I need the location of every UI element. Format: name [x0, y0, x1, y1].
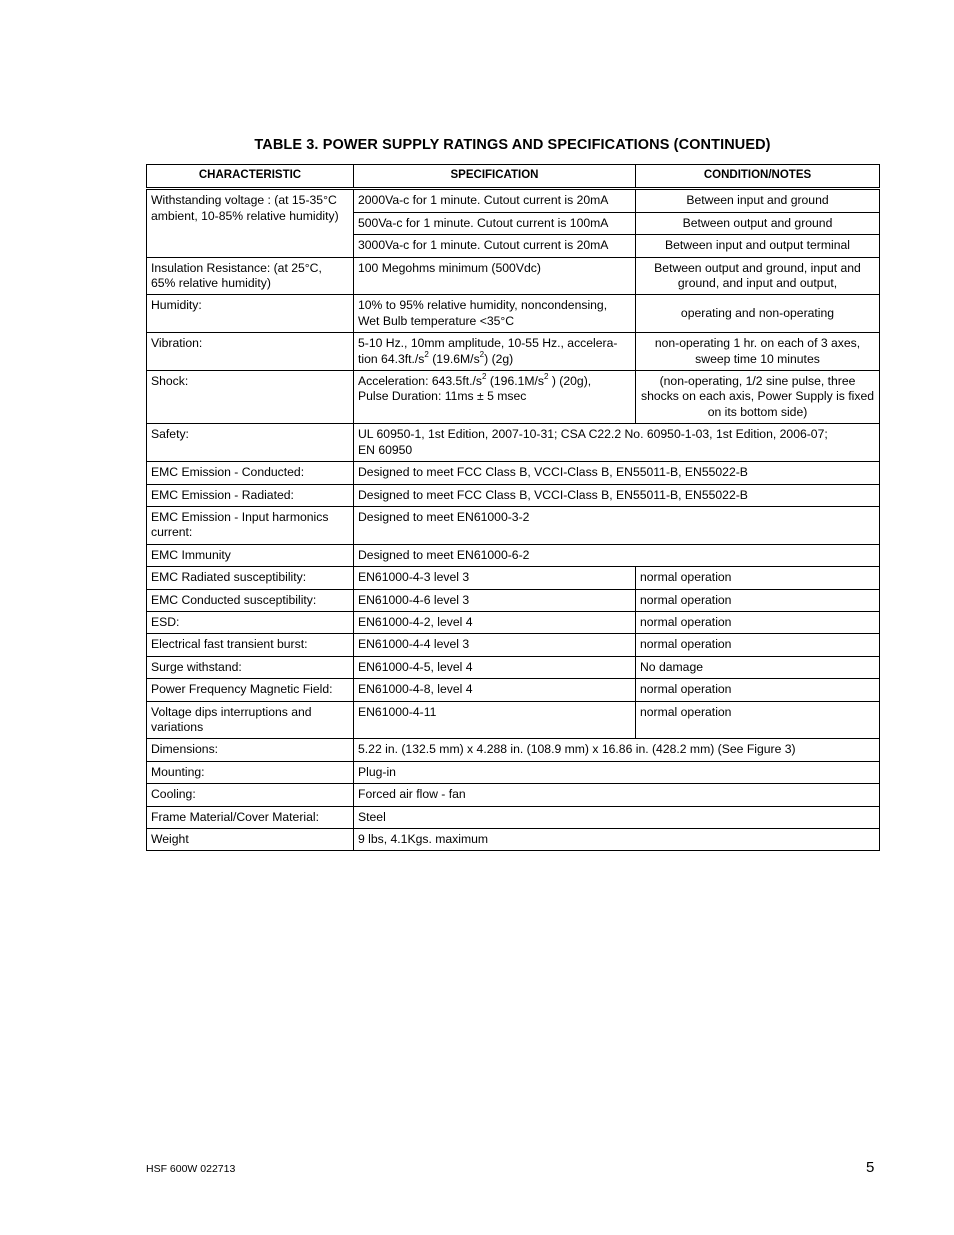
characteristic-cell: EMC Emission - Radiated:: [147, 484, 354, 506]
characteristic-cell: Dimensions:: [147, 739, 354, 761]
condition-cell: No damage: [636, 656, 880, 678]
header-specification: SPECIFICATION: [354, 165, 636, 189]
table-row: [147, 544, 880, 566]
characteristic-cell: Humidity:: [147, 295, 354, 333]
specification-cell: 9 lbs, 4.1Kgs. maximum: [354, 829, 880, 851]
specification-cell: 100 Megohms minimum (500Vdc): [354, 257, 636, 295]
condition-cell: operating and non-operating: [636, 295, 880, 333]
page-number: 5: [866, 1159, 875, 1176]
characteristic-cell: EMC Conducted susceptibility:: [147, 589, 354, 611]
characteristic-cell: Voltage dips interruptions and variations: [147, 701, 354, 739]
table-title: TABLE 3. POWER SUPPLY RATINGS AND SPECIFICATIONS (CONTINUED): [254, 137, 771, 153]
condition-cell: normal operation: [636, 679, 880, 701]
condition-cell: normal operation: [636, 611, 880, 633]
characteristic-cell: EMC Emission - Conducted:: [147, 462, 354, 484]
specification-cell: [354, 333, 636, 371]
spec-text: 5-10 Hz., 10mm amplitude, 10-55 Hz., accelera-tion 64.3ft./s: [358, 336, 618, 366]
spec-text: ) (20g),: [548, 374, 592, 389]
characteristic-cell: ESD:: [147, 611, 354, 633]
table-row: [147, 701, 880, 739]
characteristic-cell: Cooling:: [147, 784, 354, 806]
condition-cell: Between output and ground, input and ground, and input and output,: [636, 257, 880, 295]
table-row: [147, 484, 880, 506]
specification-cell: EN61000-4-6 level 3: [354, 589, 636, 611]
condition-cell: Between output and ground: [636, 212, 880, 234]
spec-text: ) (2g): [484, 351, 514, 366]
spec-text: UL 60950-1, 1st Edition, 2007-10-31; CSA C22.2 No. 60950-1-03, 1st Edition, 2006-07;: [358, 427, 828, 442]
condition-cell: normal operation: [636, 701, 880, 739]
spec-text: Pulse Duration: 11ms ± 5 msec: [358, 389, 527, 404]
condition-cell: (non-operating, 1/2 sine pulse, three shocks on each axis, Power Supply is fixed on its bottom side): [636, 371, 880, 424]
characteristic-cell: Shock:: [147, 371, 354, 424]
specification-cell: [354, 371, 636, 424]
specification-cell: Steel: [354, 806, 880, 828]
spec-text: (196.1M/s: [486, 374, 545, 389]
table-row: [147, 806, 880, 828]
header-characteristic: CHARACTERISTIC: [147, 165, 354, 189]
condition-cell: normal operation: [636, 567, 880, 589]
table-row: [147, 257, 880, 295]
table-row: [147, 656, 880, 678]
specification-cell: Designed to meet FCC Class B, VCCI-Class B, EN55011-B, EN55022-B: [354, 484, 880, 506]
table-row: [147, 589, 880, 611]
specification-cell: [354, 424, 880, 462]
specification-cell: EN61000-4-11: [354, 701, 636, 739]
specification-cell: 10% to 95% relative humidity, noncondensing, Wet Bulb temperature <35°C: [354, 295, 636, 333]
spec-text: EN 60950: [358, 442, 413, 457]
table-row: [147, 462, 880, 484]
specification-cell: EN61000-4-3 level 3: [354, 567, 636, 589]
condition-cell: normal operation: [636, 589, 880, 611]
condition-cell: Between input and output terminal: [636, 235, 880, 257]
characteristic-cell: Safety:: [147, 424, 354, 462]
characteristic-cell: Insulation Resistance: (at 25°C, 65% relative humidity): [147, 257, 354, 295]
table-row: [147, 611, 880, 633]
specification-cell: Designed to meet FCC Class B, VCCI-Class B, EN55011-B, EN55022-B: [354, 462, 880, 484]
table-row: [147, 739, 880, 761]
characteristic-cell: Power Frequency Magnetic Field:: [147, 679, 354, 701]
characteristic-cell: EMC Radiated susceptibility:: [147, 567, 354, 589]
characteristic-cell: Surge withstand:: [147, 656, 354, 678]
characteristic-cell: Frame Material/Cover Material:: [147, 806, 354, 828]
characteristic-cell: Weight: [147, 829, 354, 851]
superscript: 2: [479, 349, 485, 359]
table-header-row: [147, 165, 880, 189]
superscript: 2: [481, 372, 487, 381]
characteristic-cell: Mounting:: [147, 761, 354, 783]
specification-cell: Plug-in: [354, 761, 880, 783]
specification-cell: Forced air flow - fan: [354, 784, 880, 806]
specification-cell: EN61000-4-8, level 4: [354, 679, 636, 701]
table-row: [147, 506, 880, 544]
table-row: [147, 371, 880, 424]
table-row: [147, 679, 880, 701]
specification-cell: 2000Va-c for 1 minute. Cutout current is 20mA: [354, 189, 636, 212]
table-row: [147, 295, 880, 333]
specification-cell: 5.22 in. (132.5 mm) x 4.288 in. (108.9 mm) x 16.86 in. (428.2 mm) (See Figure 3): [354, 739, 880, 761]
specifications-table: [146, 164, 880, 851]
condition-cell: normal operation: [636, 634, 880, 656]
specification-cell: EN61000-4-4 level 3: [354, 634, 636, 656]
characteristic-cell: EMC Emission - Input harmonics current:: [147, 506, 354, 544]
specification-cell: 3000Va-c for 1 minute. Cutout current is 20mA: [354, 235, 636, 257]
specification-cell: EN61000-4-2, level 4: [354, 611, 636, 633]
condition-cell: non-operating 1 hr. on each of 3 axes, sweep time 10 minutes: [636, 333, 880, 371]
superscript: 2: [544, 372, 549, 381]
table-row: [147, 424, 880, 462]
specification-cell: EN61000-4-5, level 4: [354, 656, 636, 678]
specification-cell: 500Va-c for 1 minute. Cutout current is 100mA: [354, 212, 636, 234]
table-row: [147, 634, 880, 656]
spec-text: (19.6M/s: [428, 351, 480, 366]
characteristic-cell: Withstanding voltage : (at 15-35°C ambient, 10-85% relative humidity): [147, 189, 354, 257]
superscript: 2: [424, 349, 429, 359]
header-condition-notes: CONDITION/NOTES: [636, 165, 880, 189]
specification-cell: Designed to meet EN61000-6-2: [354, 544, 880, 566]
table-row: [147, 761, 880, 783]
condition-cell: Between input and ground: [636, 189, 880, 212]
characteristic-cell: Electrical fast transient burst:: [147, 634, 354, 656]
table-row: [147, 189, 880, 212]
table-row: [147, 784, 880, 806]
table-row: [147, 829, 880, 851]
table-row: [147, 567, 880, 589]
spec-text: Acceleration: 643.5ft./s: [358, 374, 482, 389]
characteristic-cell: Vibration:: [147, 333, 354, 371]
characteristic-cell: EMC Immunity: [147, 544, 354, 566]
table-row: [147, 333, 880, 371]
footer-document-id: HSF 600W 022713: [146, 1163, 236, 1175]
specification-cell: Designed to meet EN61000-3-2: [354, 506, 880, 544]
